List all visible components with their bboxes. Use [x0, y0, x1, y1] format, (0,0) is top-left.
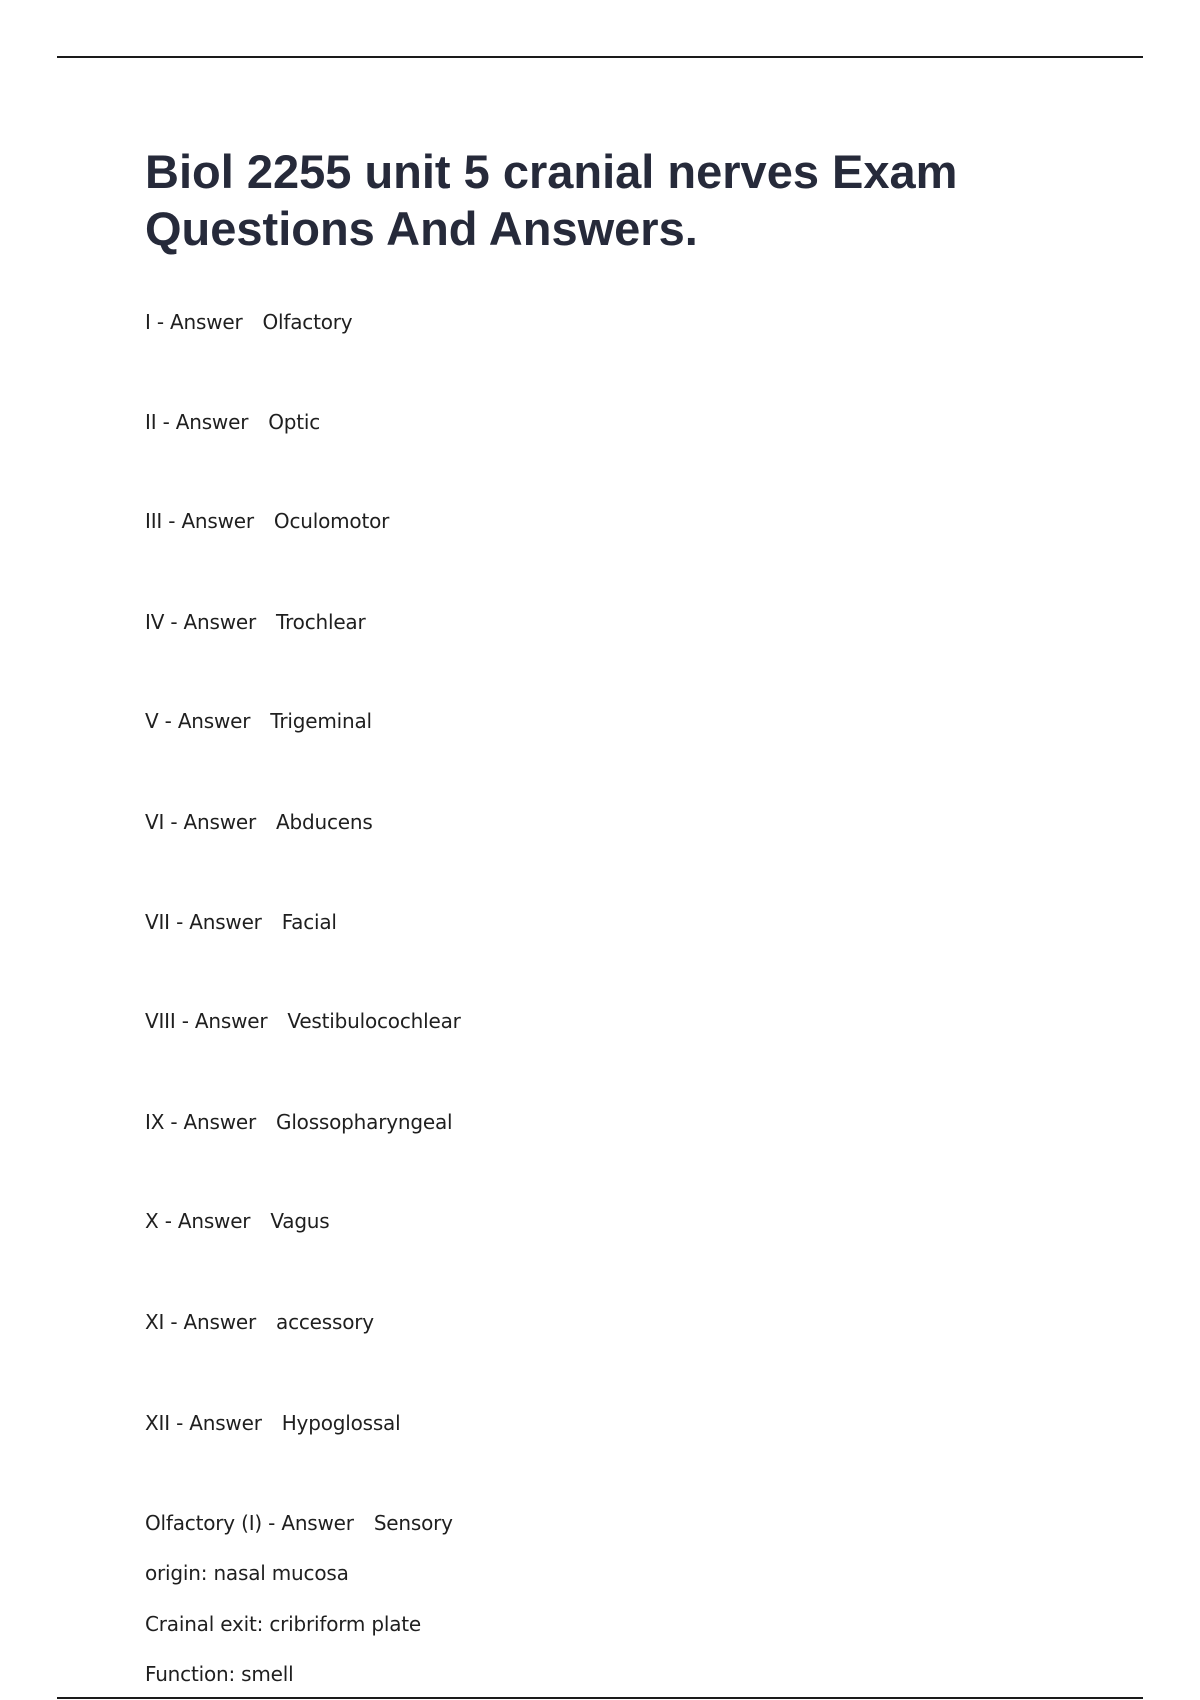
- qa-item: [145, 1109, 452, 1135]
- question-text: II: [145, 410, 157, 434]
- answer-label: - Answer: [176, 910, 262, 934]
- detail-line: Function: smell: [145, 1662, 294, 1686]
- qa-item: [145, 1510, 453, 1536]
- answer-text: Oculomotor: [273, 509, 390, 533]
- question-text: VIII: [145, 1009, 176, 1033]
- answer-label: - Answer: [181, 1009, 268, 1033]
- question-text: V: [145, 709, 159, 733]
- answer-text: accessory: [276, 1310, 374, 1334]
- answer-text: Trochlear: [276, 610, 366, 634]
- qa-item: [145, 409, 320, 435]
- answer-label: - Answer: [176, 1411, 262, 1435]
- qa-item: [145, 1309, 374, 1335]
- answer-label: - Answer: [170, 810, 256, 834]
- qa-item: [145, 1008, 461, 1034]
- answer-text: Vagus: [270, 1209, 330, 1233]
- qa-item: [145, 609, 366, 635]
- answer-label: - Answer: [170, 1110, 257, 1134]
- question-text: Olfactory (I): [145, 1511, 262, 1535]
- answer-label: - Answer: [170, 1310, 257, 1334]
- question-text: III: [145, 509, 163, 533]
- answer-text: Glossopharyngeal: [276, 1110, 453, 1134]
- qa-item: [145, 309, 352, 335]
- bottom-divider: [57, 1697, 1143, 1699]
- answer-text: Optic: [268, 410, 321, 434]
- question-text: IV: [145, 610, 165, 634]
- answer-label: - Answer: [156, 310, 243, 334]
- answer-label: - Answer: [162, 410, 249, 434]
- answer-text: Olfactory: [262, 310, 353, 334]
- answer-text: Sensory: [373, 1511, 453, 1535]
- qa-item: [145, 809, 373, 835]
- answer-text: Vestibulocochlear: [287, 1009, 461, 1033]
- qa-item: [145, 508, 389, 534]
- question-text: VII: [145, 910, 170, 934]
- answer-label: - Answer: [168, 509, 254, 533]
- answer-text: Trigeminal: [270, 709, 372, 733]
- document-title: Biol 2255 unit 5 cranial nerves Exam Questions And Answers.: [145, 145, 958, 255]
- qa-item: [145, 1410, 400, 1436]
- top-divider: [57, 56, 1143, 58]
- answer-label: - Answer: [268, 1511, 354, 1535]
- qa-item: [145, 909, 337, 935]
- question-text: XI: [145, 1310, 165, 1334]
- answer-text: Facial: [281, 910, 337, 934]
- qa-item: [145, 708, 372, 734]
- answer-label: - Answer: [170, 610, 256, 634]
- question-text: X: [145, 1209, 159, 1233]
- question-text: IX: [145, 1110, 165, 1134]
- detail-line: Crainal exit: cribriform plate: [145, 1612, 422, 1636]
- question-text: VI: [145, 810, 165, 834]
- detail-line: origin: nasal mucosa: [145, 1561, 349, 1585]
- question-text: I: [145, 310, 151, 334]
- answer-label: - Answer: [164, 1209, 251, 1233]
- answer-text: Hypoglossal: [281, 1411, 401, 1435]
- qa-item: [145, 1208, 330, 1234]
- question-text: XII: [145, 1411, 170, 1435]
- answer-text: Abducens: [276, 810, 373, 834]
- answer-label: - Answer: [164, 709, 251, 733]
